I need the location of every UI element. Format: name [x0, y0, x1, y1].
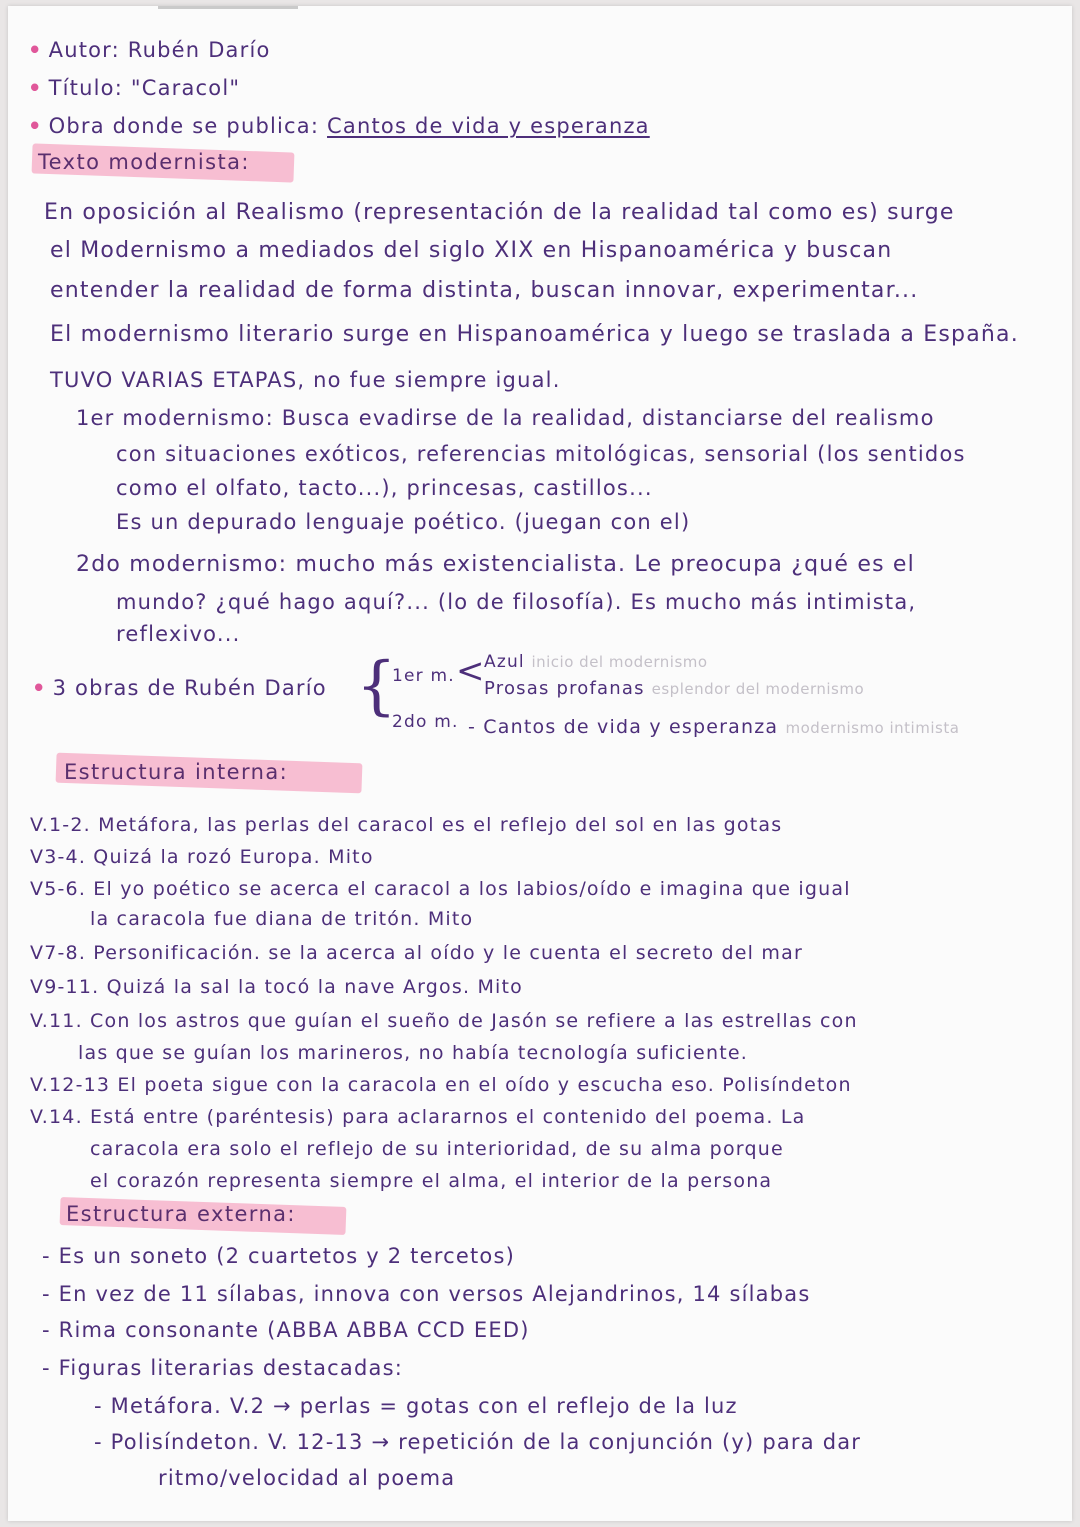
- paragraph-line: entender la realidad de forma distinta, buscan innovar, experimentar...: [50, 278, 919, 303]
- obra-cantos-note: modernismo intimista: [785, 719, 960, 737]
- etapa1-line: como el olfato, tacto...), princesas, castillos...: [116, 476, 653, 500]
- brace-icon: {: [356, 649, 397, 723]
- verso-line: V.14. Está entre (paréntesis) para aclararnos el contenido del poema. La: [30, 1106, 806, 1128]
- titulo-line: [28, 76, 240, 100]
- notebook-page: [8, 6, 1072, 1521]
- verso-line: V.11. Con los astros que guían el sueño de Jasón se refiere a las estrellas con: [30, 1010, 858, 1032]
- etapa1-line: con situaciones exóticos, referencias mitológicas, sensorial (los sentidos: [116, 442, 966, 466]
- obra-azul-note: inicio del modernismo: [531, 653, 708, 671]
- bullet-icon: •: [28, 114, 43, 138]
- obras-etapa-1: 1er m.: [392, 666, 455, 686]
- bullet-icon: •: [28, 76, 43, 100]
- externa-line: - Rima consonante (ABBA ABBA CCD EED): [42, 1318, 530, 1342]
- externa-line: - Figuras literarias destacadas:: [42, 1356, 403, 1380]
- heading-estructura-interna: Estructura interna:: [64, 760, 289, 784]
- paragraph-line: En oposición al Realismo (representación de la realidad tal como es) surge: [44, 200, 955, 225]
- verso-line: caracola era solo el reflejo de su interioridad, de su alma porque: [90, 1138, 784, 1160]
- verso-line: las que se guían los marineros, no había tecnología suficiente.: [78, 1042, 748, 1064]
- obras-label: 3 obras de Rubén Darío: [52, 676, 327, 700]
- verso-line: V9-11. Quizá la sal la tocó la nave Argos. Mito: [30, 976, 524, 998]
- autor-line: [28, 38, 271, 62]
- bullet-icon: •: [28, 38, 43, 62]
- obra-cantos-line: [468, 716, 959, 738]
- obra-azul: Azul: [484, 652, 525, 672]
- etapa1-line: 1er modernismo: Busca evadirse de la realidad, distanciarse del realismo: [76, 406, 935, 430]
- obra-prosas-note: esplendor del modernismo: [651, 680, 865, 698]
- verso-line: la caracola fue diana de tritón. Mito: [90, 908, 474, 930]
- obra-prosas-line: [484, 678, 864, 699]
- page-edge-mark: [158, 6, 298, 9]
- etapa2-line: reflexivo...: [116, 622, 241, 646]
- heading-estructura-externa: Estructura externa:: [66, 1202, 296, 1226]
- etapa2-line: mundo? ¿qué hago aquí?... (lo de filosofía). Es mucho más intimista,: [116, 590, 917, 614]
- obras-label-line: [32, 676, 327, 700]
- obra-line: [28, 114, 650, 138]
- small-brace-icon: <: [456, 651, 485, 691]
- verso-line: V5-6. El yo poético se acerca el caracol a los labios/oído e imagina que igual: [30, 878, 851, 900]
- verso-line: V.1-2. Metáfora, las perlas del caracol es el reflejo del sol en las gotas: [30, 814, 783, 836]
- obra-prosas: Prosas profanas: [484, 678, 645, 699]
- externa-line: - Metáfora. V.2 → perlas = gotas con el reflejo de la luz: [94, 1394, 738, 1418]
- obra-azul-line: [484, 652, 708, 672]
- bullet-icon: •: [32, 676, 47, 700]
- autor-text: Autor: Rubén Darío: [48, 38, 271, 62]
- externa-line: - En vez de 11 sílabas, innova con versos Alejandrinos, 14 sílabas: [42, 1282, 811, 1306]
- etapa2-line: 2do modernismo: mucho más existencialista. Le preocupa ¿qué es el: [76, 552, 915, 577]
- obra-cantos: - Cantos de vida y esperanza: [468, 716, 779, 738]
- externa-line: - Polisíndeton. V. 12-13 → repetición de la conjunción (y) para dar: [94, 1430, 862, 1454]
- etapa1-line: Es un depurado lenguaje poético. (juegan con el): [116, 510, 691, 534]
- externa-line: ritmo/velocidad al poema: [158, 1466, 456, 1490]
- titulo-text: Título: "Caracol": [48, 76, 241, 100]
- verso-line: V3-4. Quizá la rozó Europa. Mito: [30, 846, 374, 868]
- heading-texto-modernista: Texto modernista:: [38, 150, 250, 174]
- paragraph-line: el Modernismo a mediados del siglo XIX en Hispanoamérica y buscan: [50, 238, 893, 263]
- verso-line: V7-8. Personificación. se la acerca al oído y le cuenta el secreto del mar: [30, 942, 803, 964]
- obra-value: Cantos de vida y esperanza: [327, 114, 650, 138]
- paragraph-line: El modernismo literario surge en Hispanoamérica y luego se traslada a España.: [50, 322, 1019, 347]
- verso-line: el corazón representa siempre el alma, el interior de la persona: [90, 1170, 773, 1192]
- etapas-line: TUVO VARIAS ETAPAS, no fue siempre igual.: [50, 368, 561, 392]
- externa-line: - Es un soneto (2 cuartetos y 2 tercetos): [42, 1244, 515, 1268]
- obras-etapa-2: 2do m.: [392, 712, 459, 732]
- verso-line: V.12-13 El poeta sigue con la caracola en el oído y escucha eso. Polisíndeton: [30, 1074, 852, 1096]
- obra-label: Obra donde se publica:: [48, 114, 320, 138]
